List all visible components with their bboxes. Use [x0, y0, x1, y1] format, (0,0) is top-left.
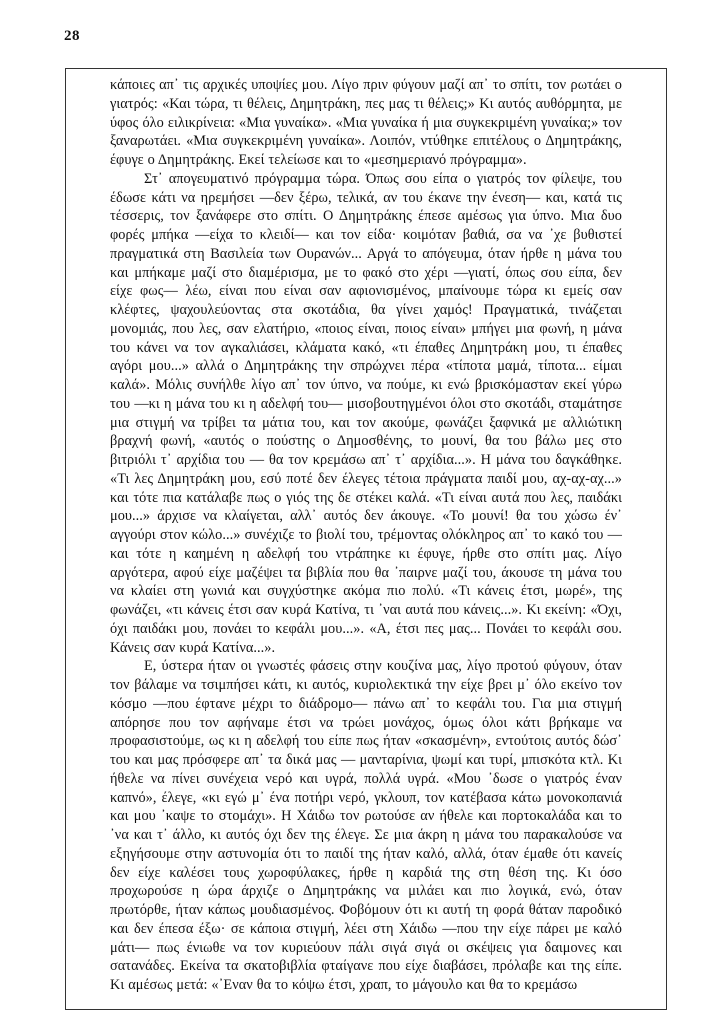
paragraph-afternoon-program: Στ᾽ απογευματινό πρόγραμμα τώρα. Όπως σου είπα ο γιατρός τον φίλεψε, του έδωσε κάτι να ηρεμήσει —δεν ξέρω, τελικά, αν του έκανε την ένεση— και, κατά τις τέσσερις, τον ξανάφερε στο σπίτι. Ο Δημητράκης έπεσε αμέσως για ύπνο. Μια δυο φορές μπήκα —είχα το κλειδί— και τον είδα· κοιμόταν βαθιά, σα να ᾽χε βυθιστεί πραγματικά στη Βασιλεία των Ουρανών... Αργά το απόγευμα, όταν ήρθε η μάνα του και μπήκαμε μαζί στο διαμέρισμα, με το φακό στο χέρι —γιατί, όπως σου είπα, δεν είχε φως— λέω, είναι που είναι σαν αφιονισμένος, μπαίνουμε τώρα κι εμείς σαν κλέφτες, ψαχουλεύοντας στα σκοτάδια, θα γίνει χαμός! Πραγματικά, τινάζεται μονομιάς, που λες, σαν ελατήριο, «ποιος είναι, ποιος είναι» μπήγει μια φωνή, η μάνα του κάνει να τον αγκαλιάσει, κλάματα κακό, «τι έπαθες Δημητράκη μου, τι έπαθες αγόρι μου...» αλλά ο Δημητράκης την σπρώχνει πέρα «τίποτα μαμά, τίποτα... είμαι καλά». Μόλις συνήλθε λίγο απ᾽ τον ύπνο, να πούμε, κι ενώ βρισκόμασταν εκεί γύρω του —κι η μάνα του κι η αδελφή του— μισοβουτηγμένοι όλοι στο σκοτάδι, σταμάτησε μια στιγμή να τρίβει τα μάτια του, και τον ακούμε, φωνάζει ξαφνικά με αλλιώτικη βραχνή φωνή, «αυτός ο πούστης ο Δημοσθένης, το μουνί, θα του βάλω μες στο βιτριόλι τ᾽ αρχίδια του — θα τον κρεμάσω απ᾽ τ᾽ αρχίδια...». Η μάνα του δαγκάθηκε. «Τι λες Δημητράκη μου, εσύ ποτέ δεν έλεγες τέτοια πράγματα παιδί μου, αχ-αχ-αχ...» και τότε πια κατάλαβε πως ο γιός της δε στέκει καλά. «Τι είναι αυτά που λες, παιδάκι μου...» άρχισε να κλαίγεται, αλλ᾽ αυτός δεν άκουγε. «Το μουνί! θα του χώσω έν᾽ αγγούρι στον κώλο...» συνέχιζε το βιολί του, τρέμοντας ολόκληρος απ᾽ το κακό του — και τότε η καημένη η αδελφή του ντράπηκε κι έφυγε, ήρθε στο σπίτι μας. Λίγο αργότερα, αφού είχε μαζέψει τα βιβλία που θα ᾽παιρνε μαζί του, άκουσε τη μάνα του να κλαίει στη γωνιά και συγχύστηκε ακόμα πιο πολύ. «Τι κάνεις έτσι, μωρέ», της φωνάζει, «τι κάνεις έτσι σαν κυρά Κατίνα, τι ᾽ναι αυτά που κάνεις...». Κι εκείνη: «Όχι, όχι παιδάκι μου, πονάει το κεφάλι μου...». «Α, έτσι πες μας... Πονάει το κεφάλι σου. Κάνεις σαν κυρά Κατίνα...».: [110, 170, 622, 656]
page-number: 28: [64, 28, 80, 44]
body-text: [110, 76, 622, 1008]
paragraph-kitchen-scenes: Ε, ύστερα ήταν οι γνωστές φάσεις στην κουζίνα μας, λίγο προτού φύγουν, όταν τον βάλαμε να τσιμπήσει κάτι, κι αυτός, κυριολεκτικά την είχε βρει μ᾽ όλο εκείνο τον κόσμο —που έφτανε μέχρι το διάδρομο— πάνω απ᾽ το κεφάλι του. Για μια στιγμή απόρησε που τον αφήναμε έτσι να τρώει μονάχος, όμως όλοι κάτι βρήκαμε να προφασιστούμε, ως κι η αδελφή του είπε πως ήταν «σκασμένη», εντούτοις αυτός δώσ᾽ του και μας πρόσφερε απ᾽ τα δικά μας — μανταρίνια, ψωμί και τυρί, μπισκότα κτλ. Κι ήθελε να πίνει συνέχεια νερό και υγρά, πολλά υγρά. «Μου ᾽δωσε ο γιατρός έναν καπνό», έλεγε, «κι εγώ μ᾽ ένα ποτήρι νερό, γκλουπ, τον κατέβασα κάτω μονοκοπανιά και μου ᾽καψε το στομάχι». Η Χάιδω τον ρωτούσε αν ήθελε και πορτοκαλάδα και το ᾽να και τ᾽ άλλο, κι αυτός όχι δεν της έλεγε. Σε μια άκρη η μάνα του παρακαλούσε να εξηγήσουμε στην αστυνομία ότι το παιδί της ήταν καλό, αλλά, όταν έμαθε ότι κανείς δεν είχε καλέσει τους χωροφύλακες, ήρθε η καρδιά της στη θέση της. Κι όσο προχωρούσε η ώρα άρχιζε ο Δημητράκης να μιλάει και πιο λογικά, ενώ, όταν πρωτόρθε, ήταν κάπως μουδιασμένος. Φοβόμουν ότι κι αυτή τη φορά θάταν παροδικό και δεν έπεσα έξω· σε κάποια στιγμή, λέει στη Χάιδω —που την είχε πάρει με καλό μάτι— πως ένιωθε να τον κυριεύουν πάλι σιγά σιγά οι σκέψεις για δαιμονες και σατανάδες. Εκείνα τα σκατοβιβλία φταίγανε που είχε διαβάσει, πρόλαβε και της είπε. Κι αμέσως μετά: «᾽Εναν θα το κόψω έτσι, χραπ, το μάγουλο και θα το κρεμάσω: [110, 658, 622, 993]
paragraph-continued: κάποιες απ᾽ τις αρχικές υποψίες μου. Λίγο πριν φύγουν μαζί απ᾽ το σπίτι, τον ρωτάει ο γιατρός: «Και τώρα, τι θέλεις, Δημητράκη, πες μας τι θέλεις;» Κι αυτός αυθόρμητα, με ύφος όλο ειλικρίνεια: «Μια γυναίκα». «Μια γυναίκα ή μια συγκεκριμένη γυναίκα;» τον ξαναρωτάει. «Μια συγκεκριμένη γυναίκα». Λοιπόν, ντύθηκε επιτέλους ο Δημητράκης, έφυγε ο Δημητράκης. Εκεί τελείωσε και το «μεσημεριανό πρόγραμμα».: [110, 77, 622, 168]
